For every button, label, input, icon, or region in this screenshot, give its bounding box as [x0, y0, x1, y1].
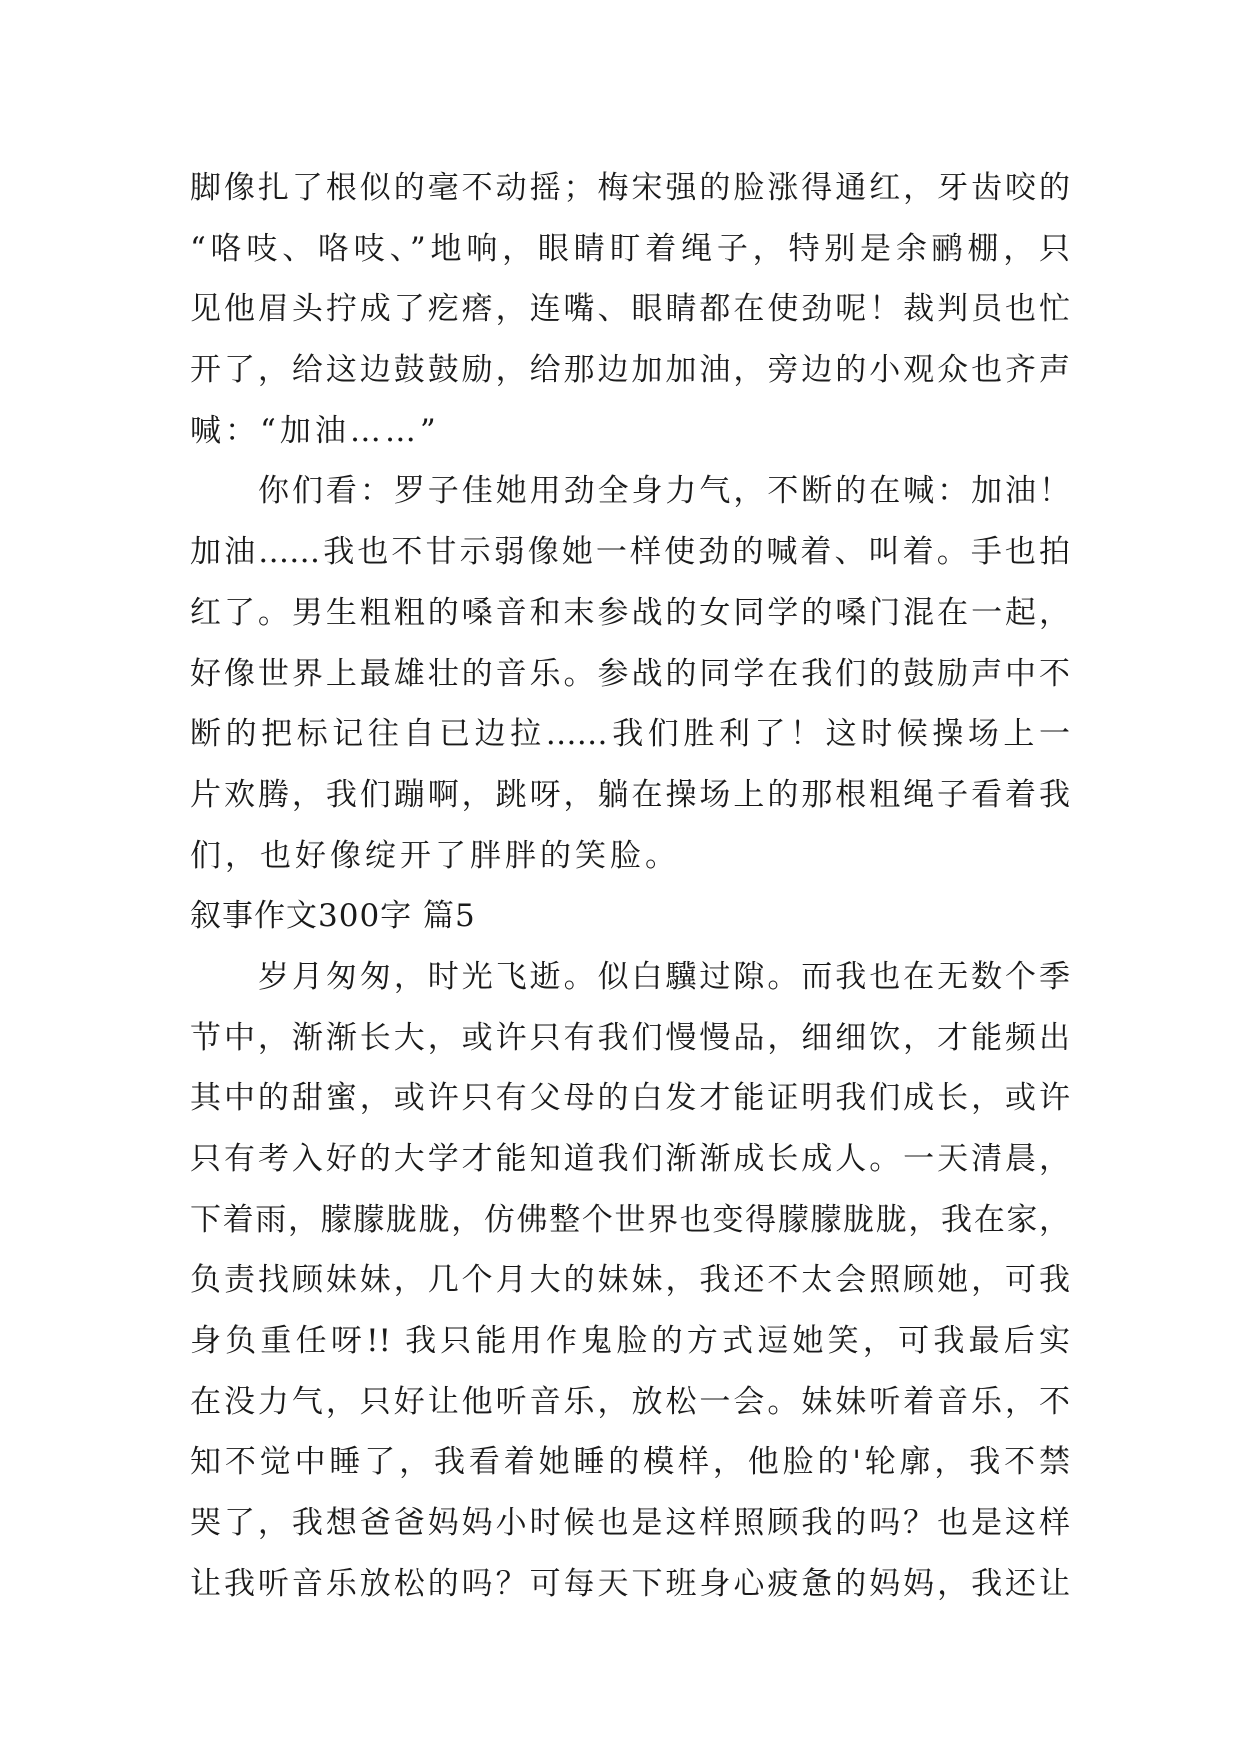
text-line: 负责找顾妹妹，几个月大的妹妹，我还不太会照顾她，可我 — [190, 1262, 1070, 1299]
text-line: 们，也好像绽开了胖胖的笑脸。 — [190, 837, 680, 874]
text-line: 你们看：罗子佳她用劲全身力气，不断的在喊：加油！ — [258, 473, 1070, 510]
text-line: 哭了，我想爸爸妈妈小时候也是这样照顾我的吗？也是这样 — [190, 1505, 1070, 1542]
text-line: 断的把标记往自已边拉……我们胜利了！这时候操场上一 — [190, 716, 1070, 753]
paragraph — [190, 947, 1070, 1615]
text-line: 只有考入好的大学才能知道我们渐渐成长成人。一天清晨， — [190, 1141, 1070, 1177]
text-line: 红了。男生粗粗的嗓音和末参战的女同学的嗓门混在一起， — [190, 594, 1070, 631]
text-line: 好像世界上最雄壮的音乐。参战的同学在我们的鼓励声中不 — [190, 655, 1070, 692]
text-line: 加油……我也不甘示弱像她一样使劲的喊着、叫着。手也拍 — [190, 534, 1070, 571]
text-line: 喊：“加油……” — [190, 412, 440, 449]
text-line: 下着雨，朦朦胧胧，仿佛整个世界也变得朦朦胧胧，我在家， — [190, 1201, 1070, 1238]
text-line: 岁月匆匆，时光飞逝。似白驥过隙。而我也在无数个季 — [258, 958, 1070, 995]
text-line: 知不觉中睡了，我看着她睡的模样，他脸的'轮廓，我不禁 — [190, 1444, 1070, 1481]
text-line: 其中的甜蜜，或许只有父母的白发才能证明我们成长，或许 — [190, 1080, 1070, 1117]
text-line: 身负重任呀!! 我只能用作鬼脸的方式逗她笑，可我最后实 — [190, 1323, 1070, 1360]
paragraph — [190, 461, 1070, 886]
document-body — [190, 158, 1070, 1615]
text-line: “咯吱、咯吱、”地响，眼睛盯着绳子，特别是余鹂棚，只 — [190, 230, 1070, 267]
section-heading: 叙事作文300字 篇5 — [190, 898, 476, 935]
text-line: 见他眉头拧成了疙瘩，连嘴、眼睛都在使劲呢！裁判员也忙 — [190, 291, 1070, 328]
text-line: 在没力气，只好让他听音乐，放松一会。妹妹听着音乐，不 — [190, 1383, 1070, 1420]
text-line: 片欢腾，我们蹦啊，跳呀，躺在操场上的那根粗绳子看着我 — [190, 776, 1070, 813]
paragraph — [190, 158, 1070, 461]
text-line: 节中，渐渐长大，或许只有我们慢慢品，细细饮，才能频出 — [190, 1019, 1070, 1056]
text-line: 脚像扎了根似的毫不动摇；梅宋强的脸涨得通红，牙齿咬的 — [190, 170, 1070, 206]
text-line: 开了，给这边鼓鼓励，给那边加加油，旁边的小观众也齐声 — [190, 352, 1070, 389]
text-line: 让我听音乐放松的吗？可每天下班身心疲惫的妈妈，我还让 — [190, 1565, 1070, 1602]
